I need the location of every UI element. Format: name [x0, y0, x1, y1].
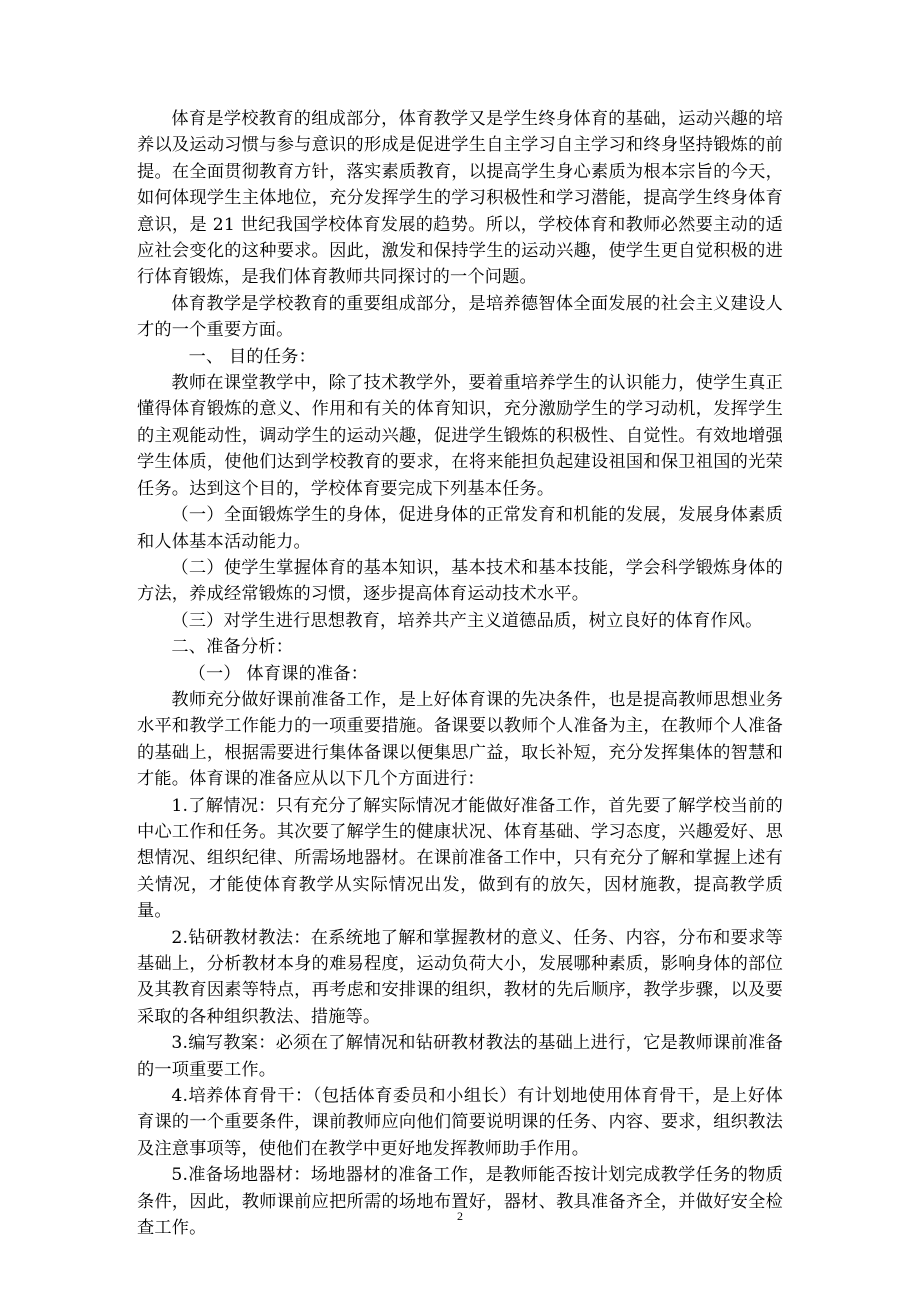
heading-preparation-analysis: 二、准备分析：: [171, 637, 294, 658]
list-item-task-2: （二）使学生掌握体育的基本知识，基本技术和基本技能，学会科学锻炼身体的方法，养成经常锻炼的习惯，逐步提高体育运动技术水平。: [137, 557, 783, 605]
page-number: 2: [457, 1209, 463, 1223]
list-item-study-materials: 2.钻研教材教法：在系统地了解和掌握教材的意义、任务、内容，分布和要求等基础上，分析教材本身的难易程度，运动负荷大小，发展哪种素质，影响身体的部位及其教育因素等特点，再考虑和安排课的组织，教材的先后顺序，教学步骤，以及要采取的各种组织教法、措施等。: [137, 927, 783, 1027]
document-body: [137, 106, 783, 1241]
paragraph-objectives: 教师在课堂教学中，除了技术教学外，要着重培养学生的认识能力，使学生真正懂得体育锻炼的意义、作用和有关的体育知识，充分激励学生的学习动机，发挥学生的主观能动性，调动学生的运动兴趣，促进学生锻炼的积极性、自觉性。有效地增强学生体质，使他们达到学校教育的要求，在将来能担负起建设祖国和保卫祖国的光荣任务。达到这个目的，学校体育要完成下列基本任务。: [137, 373, 783, 499]
list-item-task-1: （一）全面锻炼学生的身体，促进身体的正常发育和机能的发展，发展身体素质和人体基本活动能力。: [137, 505, 783, 552]
list-item-train-leaders: 4.培养体育骨干：（包括体育委员和小组长）有计划地使用体育骨干，是上好体育课的一个重要条件，课前教师应向他们简要说明课的任务、内容、要求，组织教法及注意事项等，使他们在教学中更好地发挥教师助手作用。: [137, 1086, 783, 1159]
list-item-write-lesson-plan: 3.编写教案：必须在了解情况和钻研教材教法的基础上进行，它是教师课前准备的一项重要工作。: [137, 1033, 783, 1080]
list-item-task-3: （三）对学生进行思想教育，培养共产主义道德品质，树立良好的体育作风。: [171, 610, 763, 631]
paragraph-importance: 体育教学是学校教育的重要组成部分，是培养德智体全面发展的社会主义建设人才的一个重要方面。: [137, 293, 783, 341]
list-item-understand-situation: 1.了解情况：只有充分了解实际情况才能做好准备工作，首先要了解学校当前的中心工作和任务。其次要了解学生的健康状况、体育基础、学习态度，兴趣爱好、思想情况、组织纪律、所需场地器材。在课前准备工作中，只有充分了解和掌握上述有关情况，才能使体育教学从实际情况出发，做到有的放矢，因材施教，提高教学质量。: [137, 795, 783, 922]
paragraph-class-preparation: 教师充分做好课前准备工作，是上好体育课的先决条件，也是提高教师思想业务水平和教学工作能力的一项重要措施。备课要以教师个人准备为主，在教师个人准备的基础上，根据需要进行集体备课以便集思广益，取长补短，充分发挥集体的智慧和才能。体育课的准备应从以下几个方面进行：: [137, 689, 783, 790]
heading-objectives: 一、 目的任务：: [188, 346, 316, 367]
paragraph-intro: 体育是学校教育的组成部分，体育教学又是学生终身体育的基础，运动兴趣的培养以及运动习惯与参与意识的形成是促进学生自主学习自主学习和终身坚持锻炼的前提。在全面贯彻教育方针，落实素质教育，以提高学生身心素质为根本宗旨的今天，如何体现学生主体地位，充分发挥学生的学习积极性和学习潜能，提高学生终身体育意识，是 21 世纪我国学校体育发展的趋势。所以，学校体育和教师必然要主动的适应社会变化的这种要求。因此，激发和保持学生的运动兴趣，使学生更自觉积极的进行体育锻炼，是我们体育教师共同探讨的一个问题。: [137, 109, 783, 288]
subheading-class-preparation: （一） 体育课的准备：: [188, 663, 369, 684]
list-item-prepare-equipment: 5.准备场地器材：场地器材的准备工作，是教师能否按计划完成教学任务的物质条件，因此，教师课前应把所需的场地布置好，器材、教具准备齐全，并做好安全检查工作。: [137, 1165, 783, 1239]
